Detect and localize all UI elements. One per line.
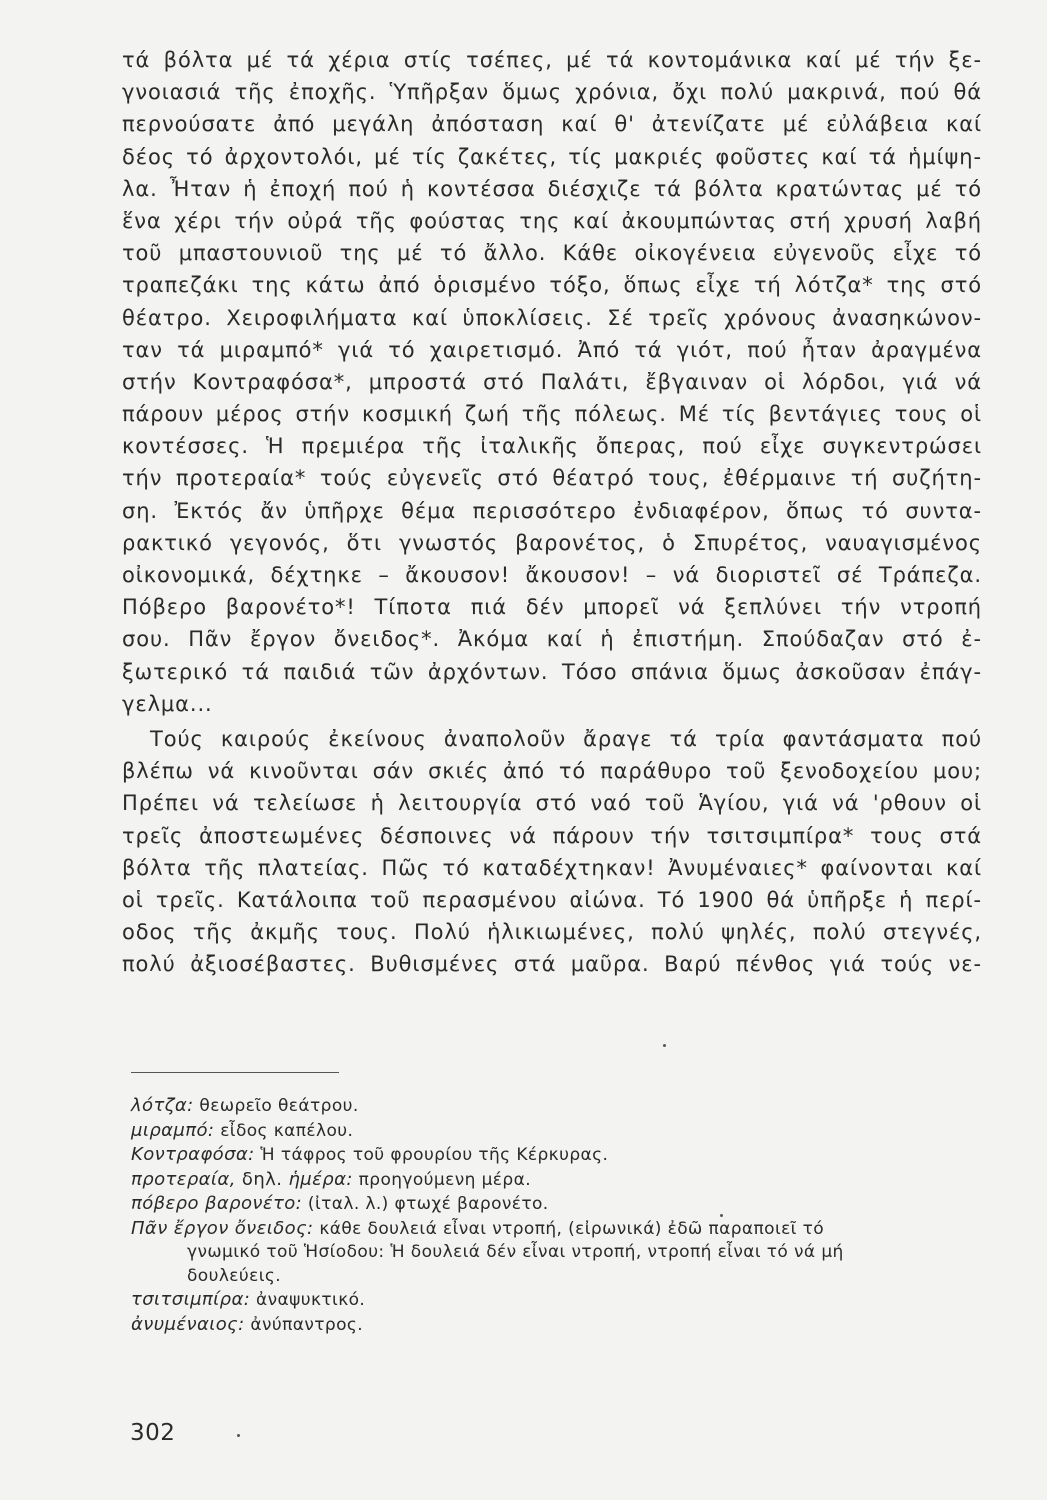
text-line: περνούσατε ἀπό μεγάλη ἀπόσταση καί θ' ἀτενίζατε μέ εὐλάβεια καί bbox=[122, 112, 982, 137]
footnote-term: Κοντραφόσα: bbox=[131, 1144, 255, 1165]
text-line: δέος τό ἀρχοντολόι, μέ τίς ζακέτες, τίς μακριές φοῦστες καί τά ἡμίψη- bbox=[122, 144, 982, 169]
page-number: 302 bbox=[130, 1420, 176, 1446]
text-line: πολύ ἀξιοσέβαστες. Βυθισμένες στά μαῦρα. Βαρύ πένθος γιά τούς νε- bbox=[122, 952, 982, 977]
text-line: λα. Ἦταν ἡ ἐποχή πού ἡ κοντέσσα διέσχιζε τά βόλτα κρατώντας μέ τό bbox=[122, 176, 982, 201]
footnote-definition: Ἡ τάφρος τοῦ φρουρίου τῆς Κέρκυρας. bbox=[254, 1145, 609, 1165]
text-line: γνοιασιά τῆς ἐποχῆς. Ὑπῆρξαν ὅμως χρόνια, ὄχι πολύ μακρινά, πού θά bbox=[122, 80, 982, 105]
footnote-term: Πᾶν ἔργον ὄνειδος: bbox=[131, 1217, 314, 1239]
footnote-abbrev: δηλ. bbox=[235, 1168, 289, 1190]
text-line: ἕνα χέρι τήν οὐρά τῆς φούστας της καί ἀκουμπώντας στή χρυσή λαβή bbox=[122, 208, 982, 233]
footnote-divider bbox=[131, 1072, 339, 1073]
footnote-term: λότζα: bbox=[131, 1095, 194, 1116]
text-line: κοντέσσες. Ἡ πρεμιέρα τῆς ἰταλικῆς ὄπερας, πού εἶχε συγκεντρώσει bbox=[122, 434, 982, 459]
footnote bbox=[131, 1094, 991, 1119]
footnote-definition: προηγούμενη μέρα. bbox=[352, 1169, 532, 1190]
footnote-definition: ἀναψυκτικό. bbox=[250, 1290, 366, 1310]
footnote bbox=[131, 1192, 991, 1217]
text-line: γελμα... bbox=[122, 691, 213, 716]
text-line: οδος τῆς ἀκμῆς τους. Πολύ ἡλικιωμένες, πολύ ψηλές, πολύ στεγνές, bbox=[122, 920, 982, 945]
text-line: Τούς καιρούς ἐκείνους ἀναπολοῦν ἄραγε τά τρία φαντάσματα πού bbox=[150, 726, 982, 751]
text-line: τήν προτεραία* τούς εὐγενεῖς στό θέατρό τους, ἐθέρμαινε τή συζήτη- bbox=[122, 466, 982, 491]
text-line: στήν Κοντραφόσα*, μπροστά στό Παλάτι, ἔβγαιναν οἱ λόρδοι, γιά νά bbox=[122, 369, 982, 394]
text-line: Πρέπει νά τελείωσε ἡ λειτουργία στό ναό τοῦ Ἁγίου, γιά νά 'ρθουν οἱ bbox=[122, 791, 982, 816]
footnote bbox=[131, 1313, 991, 1338]
footnote-definition: (ἰταλ. λ.) φτωχέ βαρονέτο. bbox=[302, 1194, 549, 1214]
text-line: πάρουν μέρος στήν κοσμική ζωή τῆς πόλεως. Μέ τίς βεντάγιες τους οἱ bbox=[122, 402, 982, 427]
footnote-definition: εἶδος καπέλου. bbox=[214, 1120, 354, 1141]
text-line: τοῦ μπαστουνιοῦ της μέ τό ἄλλο. Κάθε οἰκογένεια εὐγενοῦς εἶχε τό bbox=[122, 241, 982, 266]
footnote-term: προτεραία, bbox=[131, 1168, 236, 1190]
text-line: ση. Ἐκτός ἄν ὑπῆρχε θέμα περισσότερο ἐνδιαφέρον, ὅπως τό συντα- bbox=[122, 498, 982, 523]
footnotes bbox=[131, 1094, 991, 1337]
text-line: θέατρο. Χειροφιλήματα καί ὑποκλίσεις. Σέ τρεῖς χρόνους ἀνασηκώνον- bbox=[122, 305, 982, 330]
scan-speck bbox=[663, 1044, 666, 1047]
text-line: βλέπω νά κινοῦνται σάν σκιές ἀπό τό παράθυρο τοῦ ξενοδοχείου μου; bbox=[122, 759, 982, 784]
footnote bbox=[131, 1119, 991, 1144]
footnote bbox=[131, 1168, 991, 1193]
text-line: οἰκονομικά, δέχτηκε – ἄκουσον! ἄκουσον! – νά διοριστεῖ σέ Τράπεζα. bbox=[122, 563, 982, 587]
text-line: τρεῖς ἀποστεωμένες δέσποινες νά πάρουν τήν τσιτσιμπίρα* τους στά bbox=[122, 823, 982, 848]
footnote-definition: κάθε δουλειά εἶναι ντροπή, (εἰρωνικά) ἐδῶ παραποιεῖ τό bbox=[313, 1218, 825, 1239]
text-line: οἱ τρεῖς. Κατάλοιπα τοῦ περασμένου αἰώνα. Τό 1900 θά ὑπῆρξε ἡ περί- bbox=[122, 887, 982, 912]
footnote-term: μιραμπό: bbox=[131, 1119, 215, 1141]
footnote-definition: θεωρεῖο θεάτρου. bbox=[193, 1096, 359, 1116]
text-line: τραπεζάκι της κάτω ἀπό ὁρισμένο τόξο, ὅπως εἶχε τή λότζα* της στό bbox=[122, 273, 982, 298]
footnote-continuation: δουλεύεις. bbox=[187, 1265, 282, 1286]
text-line: σου. Πᾶν ἔργον ὄνειδος*. Ἀκόμα καί ἡ ἐπιστήμη. Σπούδαζαν στό ἐ- bbox=[122, 627, 982, 652]
footnote-term: ἀνυμέναιος: bbox=[131, 1313, 245, 1335]
text-line: τά βόλτα μέ τά χέρια στίς τσέπες, μέ τά κοντομάνικα καί μέ τήν ξε- bbox=[122, 48, 982, 72]
footnote-term: ἡμέρα: bbox=[288, 1168, 353, 1190]
footnote-definition: ἀνύπαντρος. bbox=[244, 1314, 364, 1335]
scan-speck bbox=[237, 1434, 240, 1437]
text-line: ρακτικό γεγονός, ὅτι γνωστός βαρονέτος, ὁ Σπυρέτος, ναυαγισμένος bbox=[122, 530, 982, 555]
footnote bbox=[131, 1143, 991, 1168]
footnote-term: τσιτσιμπίρα: bbox=[131, 1289, 251, 1310]
text-line: ταν τά μιραμπό* γιά τό χαιρετισμό. Ἀπό τά γιότ, πού ἦταν ἀραγμένα bbox=[122, 337, 982, 362]
footnote bbox=[131, 1217, 991, 1242]
text-line: βόλτα τῆς πλατείας. Πῶς τό καταδέχτηκαν! Ἀνυμέναιες* φαίνονται καί bbox=[122, 855, 982, 880]
main-text bbox=[122, 44, 982, 980]
scan-speck bbox=[720, 1214, 723, 1217]
text-line: Πόβερο βαρονέτο*! Τίποτα πιά δέν μπορεῖ νά ξεπλύνει τήν ντροπή bbox=[122, 595, 982, 620]
footnote-continuation: γνωμικό τοῦ Ἡσίοδου: Ἡ δουλειά δέν εἶναι ντροπή, ντροπή εἶναι τό νά μή bbox=[187, 1242, 844, 1262]
footnote bbox=[131, 1288, 991, 1313]
text-line: ξωτερικό τά παιδιά τῶν ἀρχόντων. Τόσο σπάνια ὅμως ἀσκοῦσαν ἐπάγ- bbox=[122, 659, 982, 684]
footnote-term: πόβερο βαρονέτο: bbox=[131, 1193, 303, 1214]
